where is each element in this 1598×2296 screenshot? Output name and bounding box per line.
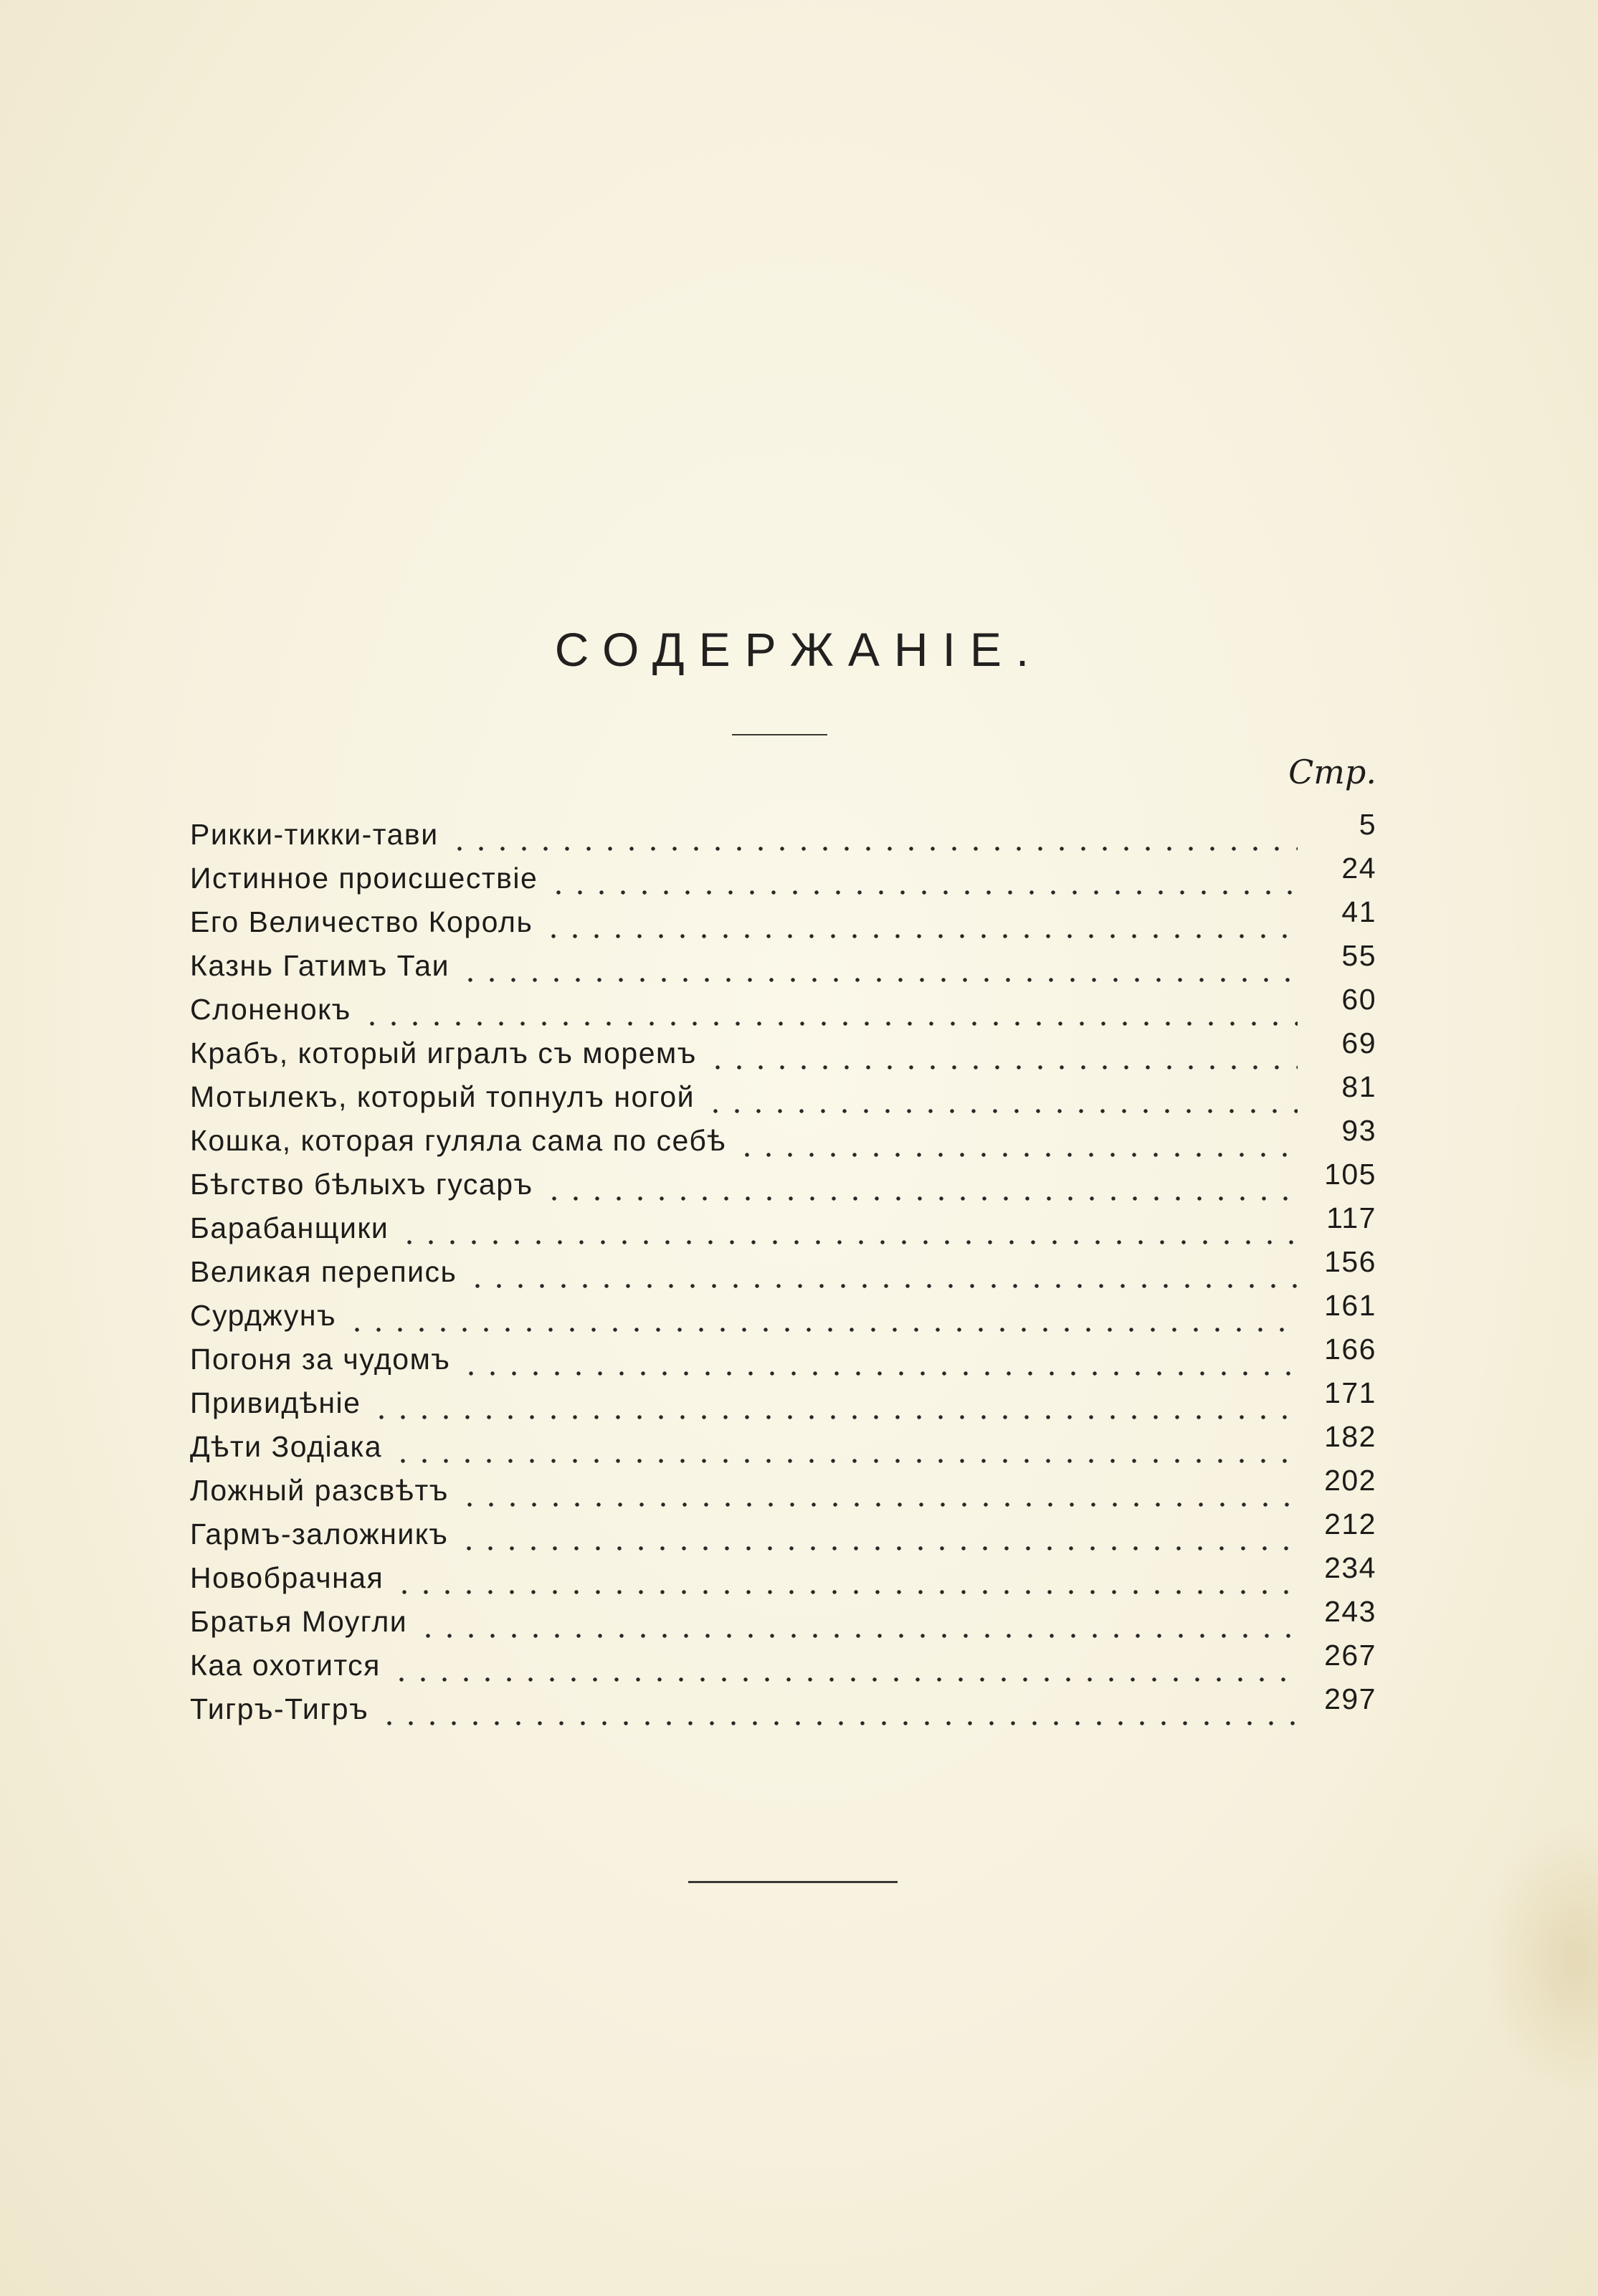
- toc-entry-title: Кошка, которая гуляла сама по себѣ: [190, 1124, 726, 1157]
- toc-entry-page: 166: [1324, 1333, 1376, 1366]
- toc-entry-title: Дѣти Зодіака: [190, 1430, 383, 1463]
- toc-entry-page: 297: [1324, 1682, 1376, 1715]
- toc-entry-page: 161: [1324, 1289, 1376, 1322]
- toc-entry: [190, 1071, 1376, 1115]
- toc-entry-page: 267: [1324, 1639, 1376, 1672]
- toc-entry-title: Его Величество Король: [190, 905, 533, 938]
- dot-leader: [548, 860, 1298, 896]
- table-of-contents: [190, 809, 1376, 1727]
- toc-entry-title: Тигръ-Тигръ: [190, 1692, 369, 1725]
- toc-entry-page: 55: [1341, 939, 1376, 972]
- toc-entry: [190, 1596, 1376, 1639]
- toc-entry-title: Ложный разсвѣтъ: [190, 1474, 449, 1507]
- toc-entry-title: Братья Моугли: [190, 1605, 408, 1638]
- dot-leader: [543, 1166, 1298, 1202]
- dot-leader: [543, 904, 1298, 940]
- toc-entry-page: 69: [1341, 1026, 1376, 1059]
- page-title: СОДЕРЖАНІЕ.: [554, 623, 1044, 676]
- toc-entry: [190, 983, 1376, 1027]
- toc-entry: [190, 1290, 1376, 1333]
- toc-entry: [190, 1552, 1376, 1596]
- toc-entry: [190, 1027, 1376, 1071]
- dot-leader: [417, 1604, 1298, 1639]
- toc-entry-title: Новобрачная: [190, 1561, 384, 1594]
- dot-leader: [705, 1079, 1298, 1115]
- toc-entry-title: Гармъ-заложникъ: [190, 1518, 449, 1550]
- dot-leader: [459, 1472, 1298, 1508]
- dot-leader: [371, 1385, 1298, 1421]
- toc-entry: [190, 1115, 1376, 1158]
- paper-stain: [1483, 1823, 1598, 2095]
- toc-entry-title: Каа охотится: [190, 1649, 381, 1682]
- toc-entry-title: Сурджунъ: [190, 1299, 337, 1332]
- toc-entry-page: 81: [1341, 1070, 1376, 1103]
- toc-entry: [190, 1377, 1376, 1421]
- toc-entry-title: Истинное происшествіе: [190, 862, 538, 895]
- toc-entry-page: 93: [1341, 1114, 1376, 1147]
- toc-entry-title: Великая перепись: [190, 1255, 457, 1288]
- dot-leader: [736, 1123, 1298, 1158]
- toc-entry-page: 117: [1326, 1201, 1376, 1234]
- toc-entry: [190, 1246, 1376, 1290]
- toc-entry-page: 212: [1324, 1507, 1376, 1540]
- toc-entry: [190, 1158, 1376, 1202]
- page-column-header: Стр.: [1288, 753, 1376, 791]
- toc-entry-title: Барабанщики: [190, 1211, 389, 1244]
- dot-leader: [379, 1691, 1298, 1727]
- bottom-divider: [688, 1881, 898, 1883]
- dot-leader: [346, 1297, 1298, 1333]
- toc-entry: [190, 1333, 1376, 1377]
- toc-entry-page: 105: [1324, 1158, 1376, 1191]
- toc-entry: [190, 1683, 1376, 1727]
- dot-leader: [458, 1516, 1298, 1552]
- toc-entry: [190, 809, 1376, 852]
- dot-leader: [392, 1429, 1298, 1464]
- dot-leader: [467, 1254, 1298, 1290]
- toc-entry-page: 234: [1324, 1551, 1376, 1584]
- toc-entry-page: 156: [1324, 1245, 1376, 1278]
- dot-leader: [399, 1210, 1298, 1246]
- toc-entry-page: 202: [1324, 1464, 1376, 1497]
- dot-leader: [460, 1341, 1298, 1377]
- toc-entry-title: Мотылекъ, который топнулъ ногой: [190, 1080, 695, 1113]
- toc-entry-page: 5: [1359, 808, 1376, 841]
- toc-entry-title: Погоня за чудомъ: [190, 1343, 451, 1376]
- toc-entry: [190, 1464, 1376, 1508]
- dot-leader: [391, 1647, 1298, 1683]
- toc-entry: [190, 940, 1376, 983]
- toc-entry-title: Бѣгство бѣлыхъ гусаръ: [190, 1168, 533, 1201]
- toc-entry: [190, 1508, 1376, 1552]
- toc-entry-title: Казнь Гатимъ Таи: [190, 949, 450, 982]
- dot-leader: [707, 1035, 1298, 1071]
- toc-entry-title: Слоненокъ: [190, 993, 351, 1026]
- toc-entry-page: 182: [1324, 1420, 1376, 1453]
- toc-entry-title: Привидѣніе: [190, 1386, 361, 1419]
- toc-entry: [190, 852, 1376, 896]
- toc-entry: [190, 896, 1376, 940]
- dot-leader: [449, 816, 1298, 852]
- toc-entry-page: 41: [1341, 895, 1376, 928]
- toc-entry-page: 60: [1341, 983, 1376, 1016]
- toc-entry-title: Крабъ, который игралъ съ моремъ: [190, 1037, 697, 1070]
- toc-entry-page: 243: [1324, 1595, 1376, 1628]
- dot-leader: [394, 1560, 1298, 1596]
- dot-leader: [361, 991, 1298, 1027]
- toc-entry-page: 24: [1341, 852, 1376, 885]
- toc-entry: [190, 1639, 1376, 1683]
- toc-entry: [190, 1202, 1376, 1246]
- title-divider: [732, 734, 827, 735]
- toc-entry-page: 171: [1324, 1376, 1376, 1409]
- toc-entry: [190, 1421, 1376, 1464]
- dot-leader: [460, 948, 1298, 983]
- toc-entry-title: Рикки-тикки-тави: [190, 818, 439, 851]
